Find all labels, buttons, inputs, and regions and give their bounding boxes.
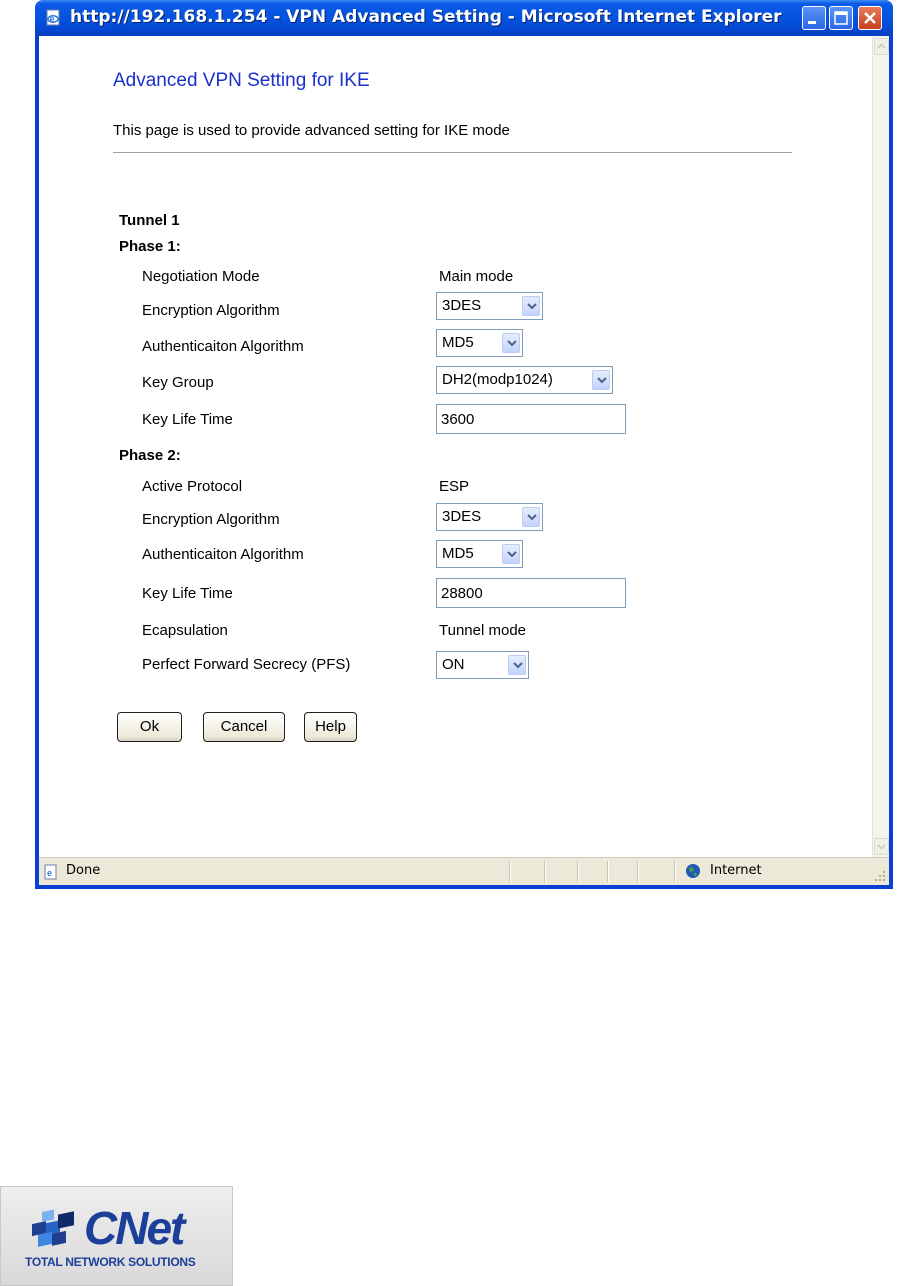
cancel-button[interactable]: Cancel (203, 712, 285, 742)
encapsulation-value: Tunnel mode (439, 622, 526, 639)
phase1-key-life-input[interactable] (436, 404, 626, 434)
encapsulation-label: Ecapsulation (142, 622, 228, 639)
chevron-down-icon[interactable] (502, 333, 520, 353)
chevron-down-icon[interactable] (522, 507, 540, 527)
close-button[interactable] (858, 6, 882, 30)
tunnel-heading: Tunnel 1 (119, 212, 180, 229)
help-button[interactable]: Help (304, 712, 357, 742)
status-divider (637, 861, 639, 882)
phase1-auth-label: Authenticaiton Algorithm (142, 338, 304, 355)
phase2-auth-label: Authenticaiton Algorithm (142, 546, 304, 563)
maximize-icon (830, 7, 852, 29)
close-icon (859, 7, 881, 29)
chevron-down-icon (875, 839, 888, 854)
status-text: Done (66, 863, 101, 878)
cnet-logo-word: CNet (84, 1202, 184, 1254)
status-divider (544, 861, 546, 882)
divider (113, 152, 792, 153)
scroll-down-button[interactable] (874, 838, 889, 855)
active-protocol-label: Active Protocol (142, 478, 243, 495)
phase2-auth-select[interactable] (436, 540, 523, 568)
status-divider (607, 861, 609, 882)
phase1-auth-selected: MD5 (442, 334, 474, 351)
phase2-key-life-label: Key Life Time (142, 585, 233, 602)
resize-grip-icon[interactable] (874, 870, 886, 882)
phase2-encryption-select[interactable] (436, 503, 543, 531)
phase2-key-life-input[interactable] (436, 578, 626, 608)
negotiation-mode-value: Main mode (439, 268, 514, 285)
status-divider (674, 861, 676, 882)
ie-page-icon (44, 9, 62, 27)
cnet-logo-mark-icon (28, 1207, 86, 1253)
chevron-down-icon[interactable] (502, 544, 520, 564)
vertical-scrollbar[interactable] (872, 36, 889, 857)
title-bar[interactable] (35, 0, 893, 36)
phase2-auth-selected: MD5 (442, 545, 474, 562)
pfs-select[interactable] (436, 651, 529, 679)
phase2-encryption-selected: 3DES (442, 508, 482, 525)
key-group-select[interactable] (436, 366, 613, 394)
phase1-heading: Phase 1: (119, 238, 181, 255)
scroll-up-button[interactable] (874, 38, 889, 55)
chevron-down-icon[interactable] (508, 655, 526, 675)
pfs-label: Perfect Forward Secrecy (PFS) (142, 656, 351, 673)
chevron-down-icon[interactable] (522, 296, 540, 316)
chevron-down-icon[interactable] (592, 370, 610, 390)
key-group-selected: DH2(modp1024) (442, 371, 553, 388)
phase2-encryption-label: Encryption Algorithm (142, 511, 280, 528)
phase2-heading: Phase 2: (119, 447, 181, 464)
phase1-encryption-selected: 3DES (442, 297, 482, 314)
page-title: Advanced VPN Setting for IKE (113, 70, 370, 91)
ok-button[interactable]: Ok (117, 712, 182, 742)
minimize-button[interactable] (802, 6, 826, 30)
status-divider (509, 861, 511, 882)
phase1-encryption-label: Encryption Algorithm (142, 302, 280, 319)
phase1-encryption-select[interactable] (436, 292, 543, 320)
phase2-key-life-value: 28800 (441, 585, 483, 602)
status-bar (39, 857, 889, 885)
phase1-key-life-label: Key Life Time (142, 411, 233, 428)
page-description: This page is used to provide advanced setting for IKE mode (113, 122, 510, 139)
cnet-logo-tagline: TOTAL NETWORK SOLUTIONS (25, 1255, 196, 1269)
maximize-button[interactable] (829, 6, 853, 30)
minimize-icon (803, 7, 825, 29)
globe-icon (685, 863, 701, 879)
negotiation-mode-label: Negotiation Mode (142, 268, 260, 285)
window-title: http://192.168.1.254 - VPN Advanced Setting - Microsoft Internet Explorer (70, 7, 782, 27)
active-protocol-value: ESP (439, 478, 470, 495)
key-group-label: Key Group (142, 374, 214, 391)
svg-text:e: e (47, 868, 53, 878)
phase1-key-life-value: 3600 (441, 411, 475, 428)
security-zone-text: Internet (710, 863, 762, 878)
phase1-auth-select[interactable] (436, 329, 523, 357)
ie-page-icon (43, 864, 59, 880)
status-divider (577, 861, 579, 882)
svg-text:e: e (49, 14, 55, 24)
pfs-selected: ON (442, 656, 465, 673)
cnet-logo (0, 1186, 233, 1286)
chevron-up-icon (875, 39, 888, 54)
